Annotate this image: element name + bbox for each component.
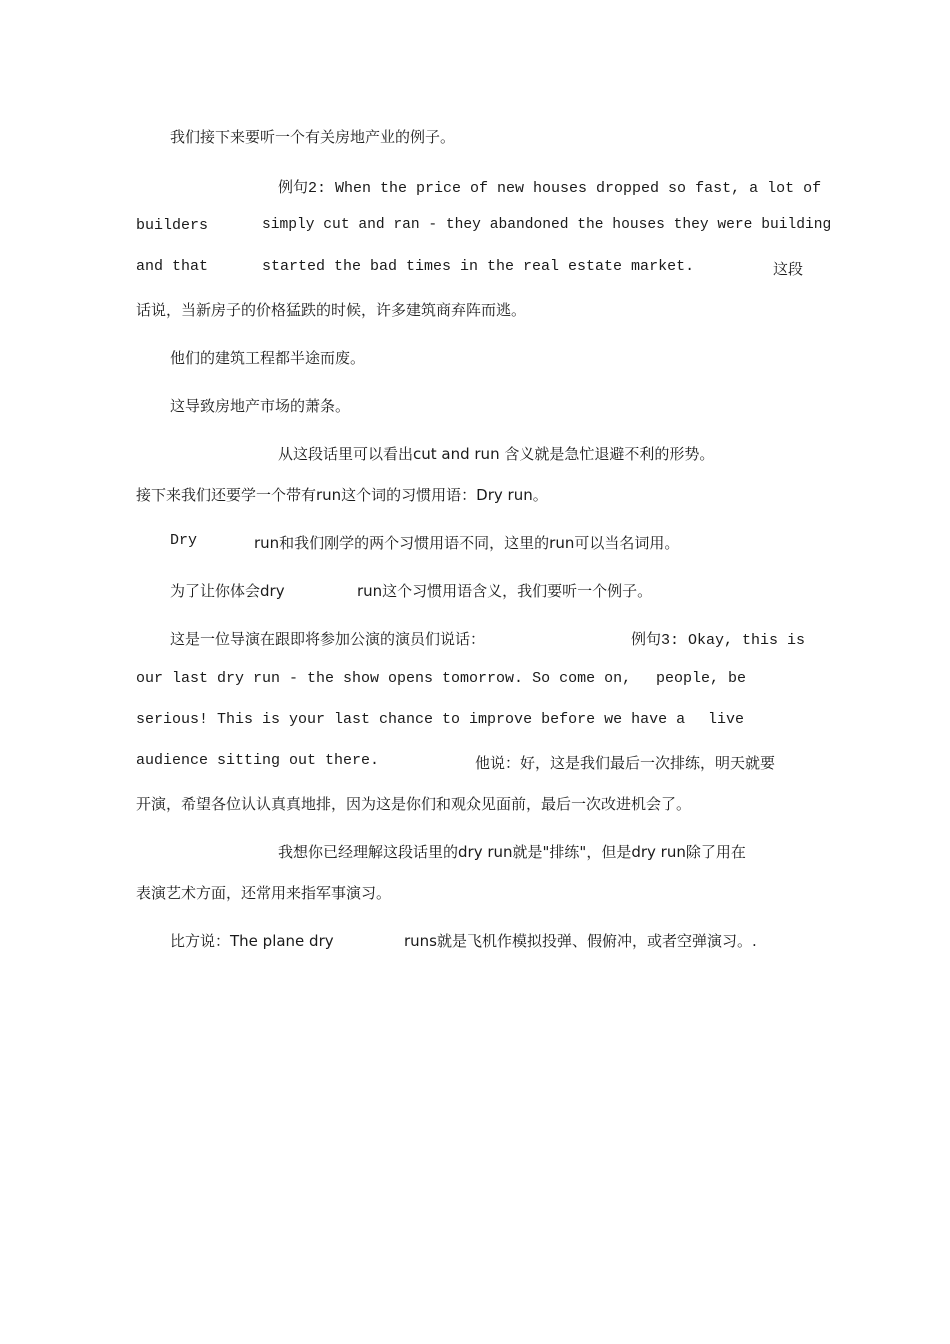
example-2-translation: 话说，当新房子的价格猛跌的时候，许多建筑商弃阵而逃。 <box>136 301 527 319</box>
example-3-line-3-start: serious! This is your last chance to improve before we have a <box>136 711 686 728</box>
paragraph-dry-run-noun: run和我们刚学的两个习惯用语不同，这里的run可以当名词用。 <box>254 534 680 552</box>
example-2-line-2-start: builders <box>136 217 209 234</box>
example-2-line-3-start: and that <box>136 258 209 275</box>
example-3-line-3-end: live <box>708 711 745 728</box>
paragraph-market-depression: 这导致房地产市场的萧条。 <box>170 397 351 415</box>
example-3-translation-start: 他说：好，这是我们最后一次排练，明天就要 <box>475 754 776 772</box>
paragraph-dry-run-word: Dry <box>170 532 198 549</box>
example-2-line-3-cjk: 这段 <box>773 260 804 278</box>
paragraph-example-intro-start: 为了让你体会dry <box>170 582 285 600</box>
example-3-line-2-end: people, be <box>656 670 747 687</box>
example-3-translation-rest: 开演，希望各位认认真真地排，因为这是你们和观众见面前，最后一次改进机会了。 <box>136 795 692 813</box>
example-2-line-1: 例句2: When the price of new houses dropped so fast, a lot of <box>278 180 822 197</box>
paragraph-director-intro: 这是一位导演在跟即将参加公演的演员们说话： <box>170 630 486 648</box>
paragraph-example-intro-rest: run这个习惯用语含义，我们要听一个例子。 <box>357 582 653 600</box>
example-3-line-4-start: audience sitting out there. <box>136 752 380 769</box>
paragraph-plane-example-rest: runs就是飞机作模拟投弹、假俯冲，或者空弹演习。. <box>404 932 757 950</box>
paragraph-military-drill: 表演艺术方面，还常用来指军事演习。 <box>136 884 392 902</box>
paragraph-real-estate-intro: 我们接下来要听一个有关房地产业的例子。 <box>170 128 456 146</box>
example-3-line-2-start: our last dry run - the show opens tomorrow. So come on, <box>136 670 632 687</box>
paragraph-cut-and-run-meaning: 从这段话里可以看出cut and run 含义就是急忙退避不利的形势。 <box>278 445 715 463</box>
paragraph-dry-run-rehearsal: 我想你已经理解这段话里的dry run就是"排练"，但是dry run除了用在 <box>278 843 746 861</box>
paragraph-plane-example-start: 比方说：The plane dry <box>170 932 334 950</box>
paragraph-projects-abandoned: 他们的建筑工程都半途而废。 <box>170 349 366 367</box>
example-2-line-2-rest: simply cut and ran - they abandoned the houses they were building <box>262 217 832 233</box>
paragraph-dry-run-intro: 接下来我们还要学一个带有run这个词的习惯用语：Dry run。 <box>136 486 548 504</box>
example-3-label: 例句3: Okay, this is <box>631 632 806 649</box>
example-2-line-3-rest: started the bad times in the real estate market. <box>262 258 695 275</box>
